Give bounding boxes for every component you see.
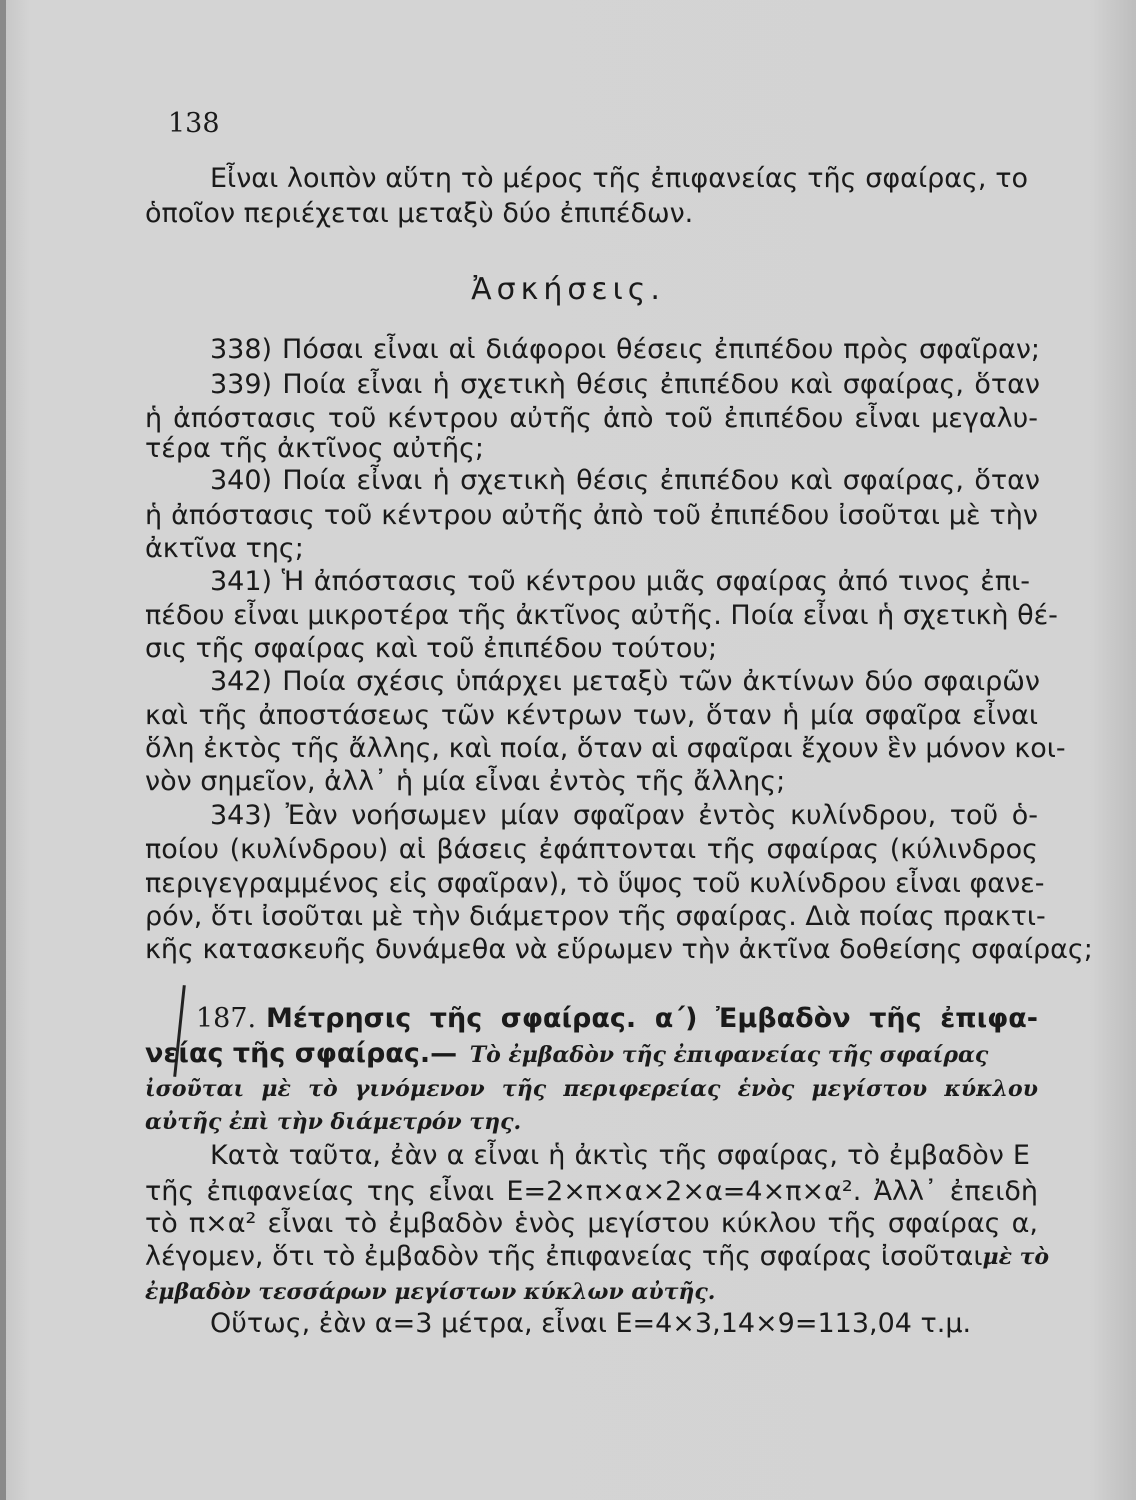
exercise-341-line-1: 341) Ἡ ἀπόστασις τοῦ κέντρου μιᾶς σφαίρας ἀπό τινος ἐπι- [210, 566, 1030, 597]
page-edge-shadow [0, 0, 6, 1500]
exercise-342-line-3: ὅλη ἐκτὸς τῆς ἄλλης, καὶ ποία, ὅταν αἱ σφαῖραι ἔχουν ἓν μόνον κοι- [145, 733, 1066, 764]
exercise-343-line-4: ρόν, ὅτι ἰσοῦται μὲ τὴν διάμετρον τῆς σφαίρας. Διὰ ποίας πρακτι- [145, 901, 1046, 932]
exercises-heading: Ἀσκήσεις. [471, 272, 665, 307]
section-187-para-line-3: τὸ π×α² εἶναι τὸ ἐμβαδὸν ἑνὸς μεγίστου κύκλου τῆς σφαίρας α, [145, 1208, 1038, 1239]
exercise-343-line-5: κῆς κατασκευῆς δυνάμεθα νὰ εὕρωμεν τὴν ἀκτῖνα δοθείσης σφαίρας; [145, 934, 1093, 965]
intro-line-2: ὁποῖον περιέχεται μεταξὺ δύο ἐπιπέδων. [145, 198, 694, 229]
theorem-line-2: ἰσοῦται μὲ τὸ γινόμενον τῆς περιφερείας ἑνὸς μεγίστου κύκλου [145, 1076, 1038, 1102]
section-187-title-line-1: Μέτρησις τῆς σφαίρας. α΄) Ἐμβαδὸν τῆς ἐπιφα- [266, 1003, 1038, 1034]
exercise-339-line-2: ἡ ἀπόστασις τοῦ κέντρου αὐτῆς ἀπὸ τοῦ ἐπιπέδου εἶναι μεγαλυ- [145, 403, 1038, 434]
exercise-343-line-1: 343) Ἐὰν νοήσωμεν μίαν σφαῖραν ἐντὸς κυλίνδρου, τοῦ ὁ- [210, 800, 1038, 831]
theorem-line-1: Τὸ ἐμβαδὸν τῆς ἐπιφανείας τῆς σφαίρας [469, 1042, 989, 1068]
exercise-342-line-1: 342) Ποία σχέσις ὑπάρχει μεταξὺ τῶν ἀκτίνων δύο σφαιρῶν [210, 666, 1040, 697]
section-187-para-line-4 [145, 1241, 1050, 1273]
exercise-341-line-3: σις τῆς σφαίρας καὶ τοῦ ἐπιπέδου τούτου; [145, 633, 718, 664]
section-187-number: 187. [196, 1003, 257, 1034]
section-187-title-part-2: νείας τῆς σφαίρας.— [145, 1038, 458, 1069]
section-187-para-line-1: Κατὰ ταῦτα, ἐὰν α εἶναι ἡ ἀκτὶς τῆς σφαίρας, τὸ ἐμβαδὸν Ε [210, 1140, 1030, 1171]
section-187-para-line-5: ἐμβαδὸν τεσσάρων μεγίστων κύκλων αὐτῆς. [145, 1279, 716, 1305]
exercise-340-line-3: ἀκτῖνα της; [145, 533, 304, 564]
section-187-title-line-2 [145, 1038, 988, 1071]
exercise-339-line-1: 339) Ποία εἶναι ἡ σχετικὴ θέσις ἐπιπέδου καὶ σφαίρας, ὅταν [210, 369, 1040, 400]
para-line-4-text: λέγομεν, ὅτι τὸ ἐμβαδὸν τῆς ἐπιφανείας τῆς σφαίρας ἰσοῦται [145, 1241, 983, 1272]
exercise-342-line-4: νὸν σημεῖον, ἀλλ᾽ ἡ μία εἶναι ἐντὸς τῆς ἄλλης; [145, 766, 786, 797]
exercise-340-line-2: ἡ ἀπόστασις τοῦ κέντρου αὐτῆς ἀπὸ τοῦ ἐπιπέδου ἰσοῦται μὲ τὴν [145, 500, 1038, 531]
intro-line-1: Εἶναι λοιπὸν αὕτη τὸ μέρος τῆς ἐπιφανείας τῆς σφαίρας, το [210, 163, 1028, 194]
exercise-343-line-2: ποίου (κυλίνδρου) αἱ βάσεις ἐφάπτονται τῆς σφαίρας (κύλινδρος [145, 834, 1038, 865]
exercise-342-line-2: καὶ τῆς ἀποστάσεως τῶν κέντρων των, ὅταν ἡ μία σφαῖρα εἶναι [145, 700, 1038, 731]
theorem-line-3: αὐτῆς ἐπὶ τὴν διάμετρόν της. [145, 1109, 522, 1135]
page-number: 138 [168, 108, 220, 139]
exercise-343-line-3: περιγεγραμμένος εἰς σφαῖραν), τὸ ὕψος τοῦ κυλίνδρου εἶναι φανε- [145, 868, 1045, 899]
exercise-339-line-3: τέρα τῆς ἀκτῖνος αὐτῆς; [145, 433, 485, 464]
section-187-para-line-2: τῆς ἐπιφανείας της εἶναι Ε=2×π×α×2×α=4×π×α². Ἀλλ᾽ ἐπειδὴ [145, 1176, 1038, 1207]
exercise-341-line-2: πέδου εἶναι μικροτέρα τῆς ἀκτῖνος αὐτῆς. Ποία εἶναι ἡ σχετικὴ θέ- [145, 600, 1058, 631]
para-line-4-italic: μὲ τὸ [982, 1244, 1050, 1270]
section-187-example: Οὕτως, ἐὰν α=3 μέτρα, εἶναι Ε=4×3,14×9=113,04 τ.μ. [210, 1308, 972, 1339]
exercise-340-line-1: 340) Ποία εἶναι ἡ σχετικὴ θέσις ἐπιπέδου καὶ σφαίρας, ὅταν [210, 465, 1040, 496]
exercise-338: 338) Πόσαι εἶναι αἱ διάφοροι θέσεις ἐπιπέδου πρὸς σφαῖραν; [210, 334, 1040, 365]
